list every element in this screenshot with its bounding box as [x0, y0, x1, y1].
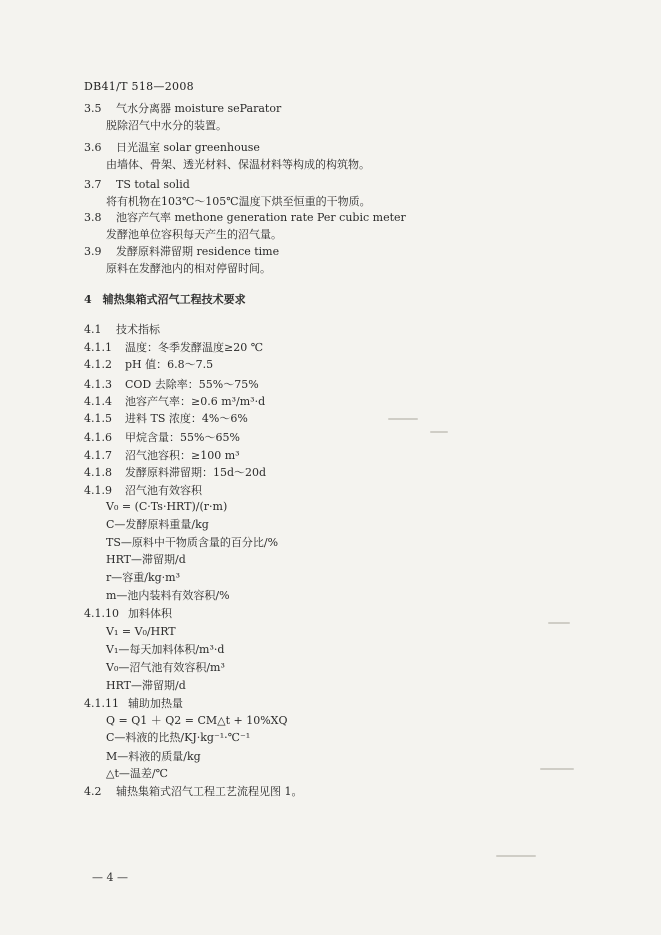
definition-term: 发酵原料滞留期 residence time — [116, 245, 280, 258]
formula-line: △t—温差/℃ — [106, 767, 168, 780]
clause-number: 4.1.10 — [84, 607, 119, 620]
formula-line: V₁—每天加料体积/m³·d — [106, 643, 225, 656]
clause-text: 沼气池有效容积 — [125, 484, 202, 497]
formula-line: Q = Q1 ＋ Q2 = CM△t + 10%XQ — [106, 714, 288, 727]
clause-text: 甲烷含量：55%～65% — [125, 431, 240, 444]
scan-noise — [388, 418, 418, 420]
scan-noise — [496, 855, 536, 857]
clause-number: 4.1.3 — [84, 378, 112, 391]
clause-number: 4.1.1 — [84, 341, 112, 354]
clause-text: 加料体积 — [128, 607, 172, 620]
scan-noise — [540, 768, 574, 770]
clause-number: 4.1.5 — [84, 412, 112, 425]
clause-number: 4.1 — [84, 323, 102, 336]
definition-number: 3.9 — [84, 245, 102, 258]
formula-line: V₀—沼气池有效容积/m³ — [106, 661, 225, 674]
formula-line: m—池内装料有效容积/% — [106, 589, 230, 602]
definition-term: 池容产气率 methone generation rate Per cubic meter — [116, 211, 406, 224]
clause-number: 4.2 — [84, 785, 102, 798]
clause-number: 4.1.9 — [84, 484, 112, 497]
clause-number: 4.1.2 — [84, 358, 112, 371]
clause-number: 4.1.7 — [84, 449, 112, 462]
definition-number: 3.6 — [84, 141, 102, 154]
formula-line: r—容重/kg·m³ — [106, 571, 181, 584]
formula-line: M—料液的质量/kg — [106, 750, 201, 763]
clause-number: 4.1.4 — [84, 395, 112, 408]
clause-text: 温度：冬季发酵温度≥20 ℃ — [125, 341, 264, 354]
definition-description: 脱除沼气中水分的装置。 — [106, 119, 227, 132]
definition-number: 3.5 — [84, 102, 102, 115]
clause-text: 发酵原料滞留期：15d～20d — [125, 466, 267, 479]
definition-term: 气水分离器 moisture seParator — [116, 102, 282, 115]
formula-line: HRT—滞留期/d — [106, 679, 186, 692]
formula-line: V₀ = (C·Ts·HRT)/(r·m) — [106, 500, 228, 513]
standard-header: DB41/T 518—2008 — [84, 80, 194, 93]
clause-number: 4.1.11 — [84, 697, 119, 710]
definition-number: 3.7 — [84, 178, 102, 191]
formula-line: TS—原料中干物质含量的百分比/% — [106, 536, 279, 549]
page-number: — 4 — — [92, 871, 128, 884]
clause-text: COD 去除率：55%～75% — [125, 378, 259, 391]
section-4-title: 4 辅热集箱式沼气工程技术要求 — [84, 293, 246, 306]
clause-text: 辅助加热量 — [128, 697, 183, 710]
clause-text: 辅热集箱式沼气工程工艺流程见图 1。 — [116, 785, 303, 798]
formula-line: HRT—滞留期/d — [106, 553, 186, 566]
scan-noise — [430, 431, 448, 433]
clause-text: 技术指标 — [116, 323, 160, 336]
definition-term: 日光温室 solar greenhouse — [116, 141, 260, 154]
definition-description: 将有机物在103℃～105℃温度下烘至恒重的干物质。 — [106, 195, 371, 208]
formula-line: V₁ = V₀/HRT — [106, 625, 176, 638]
clause-number: 4.1.6 — [84, 431, 112, 444]
clause-text: 沼气池容积：≥100 m³ — [125, 449, 240, 462]
clause-number: 4.1.8 — [84, 466, 112, 479]
definition-description: 由墙体、骨架、透光材料、保温材料等构成的构筑物。 — [106, 158, 370, 171]
definition-number: 3.8 — [84, 211, 102, 224]
definition-description: 发酵池单位容积每天产生的沼气量。 — [106, 228, 282, 241]
clause-text: pH 值：6.8～7.5 — [125, 358, 214, 371]
clause-text: 进料 TS 浓度：4%～6% — [125, 412, 248, 425]
formula-line: C—料液的比热/KJ·kg⁻¹·℃⁻¹ — [106, 731, 251, 744]
definition-term: TS total solid — [116, 178, 190, 191]
clause-text: 池容产气率：≥0.6 m³/m³·d — [125, 395, 266, 408]
definition-description: 原料在发酵池内的相对停留时间。 — [106, 262, 271, 275]
formula-line: C—发酵原料重量/kg — [106, 518, 209, 531]
scan-noise — [548, 622, 570, 624]
